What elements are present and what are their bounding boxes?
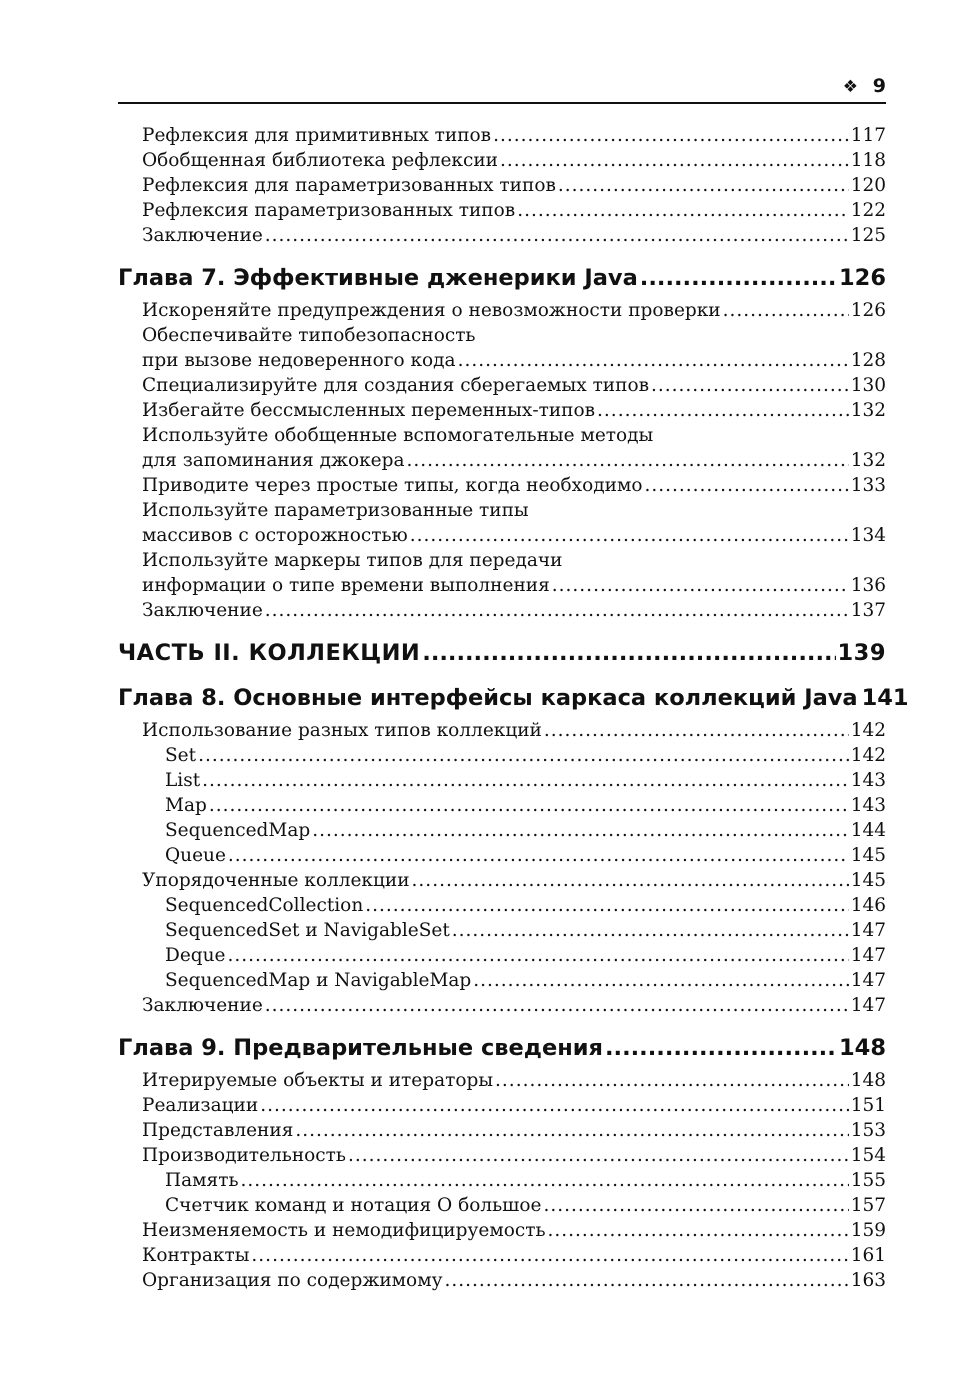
toc-chapter [118,263,886,293]
toc-page-number: 137 [850,600,886,621]
dot-leader [265,993,849,1018]
toc-section [118,1118,886,1143]
dot-leader [493,123,849,148]
dot-leader [228,843,849,868]
toc-page-number: 148 [839,1035,886,1061]
toc-section [118,323,886,348]
toc-page-number: 144 [850,820,886,841]
toc-title: Рефлексия для параметризованных типов [142,175,556,196]
toc-chapter [118,683,909,713]
toc-page-number: 145 [850,870,886,891]
toc-title: SequencedSet и NavigableSet [165,920,450,941]
toc-subsection [118,843,886,868]
toc-section [118,148,886,173]
dot-leader [452,918,849,943]
toc-title: при вызове недоверенного кода [142,350,456,371]
toc-page-number: 148 [850,1070,886,1091]
toc-title: Обобщенная библиотека рефлексии [142,150,499,171]
toc-title: Неизменяемость и немодифицируемость [142,1220,546,1241]
toc-page-number: 142 [850,745,886,766]
dot-leader [473,968,848,993]
toc-title: Использование разных типов коллекций [142,720,542,741]
dot-leader [410,523,849,548]
toc-page-number: 125 [850,225,886,246]
toc-title: Используйте маркеры типов для передачи [142,550,563,571]
toc-title: информации о типе времени выполнения [142,575,550,596]
toc-page-number: 126 [839,265,886,291]
toc-title: для запоминания джокера [142,450,405,471]
toc-section [118,1268,886,1293]
toc-title: SequencedMap [165,820,311,841]
toc-title: Заключение [142,225,263,246]
toc-page-number: 143 [850,770,886,791]
toc-title: Упорядоченные коллекции [142,870,410,891]
toc-title: Map [165,795,207,816]
toc-page-number: 130 [850,375,886,396]
toc-title: SequencedMap и NavigableMap [165,970,472,991]
toc-page-number: 157 [850,1195,886,1216]
toc-section [118,498,886,523]
dot-leader [640,263,837,293]
toc-page-number: 159 [850,1220,886,1241]
toc-page-number: 141 [861,685,909,711]
toc-title: массивов с осторожностью [142,525,408,546]
toc-part [118,638,886,668]
toc-subsection [118,918,886,943]
toc-title: SequencedCollection [165,895,364,916]
toc-page-number: 118 [850,150,886,171]
toc-page-number: 151 [850,1095,886,1116]
toc-title: Глава 8. Основные интерфейсы каркаса коллекций Java [118,685,858,711]
toc-section [118,1068,886,1093]
page-number: 9 [872,75,886,97]
dot-leader [544,718,849,743]
toc-section [118,573,886,598]
toc-section [118,173,886,198]
toc-section [118,473,886,498]
toc-title: Реализации [142,1095,259,1116]
toc-section [118,348,886,373]
toc-section [118,993,886,1018]
dot-leader [543,1193,848,1218]
toc-page-number: 139 [837,640,886,666]
dot-leader [422,638,835,668]
toc-title: Производительность [142,1145,346,1166]
toc-subsection [118,943,886,968]
toc-title: Рефлексия параметризованных типов [142,200,516,221]
toc-section [118,523,886,548]
toc-title: Представления [142,1120,294,1141]
toc-title: Глава 9. Предварительные сведения [118,1035,603,1061]
toc-subsection [118,743,886,768]
toc-title: Set [165,745,197,766]
toc-title: Контракты [142,1245,250,1266]
toc-page-number: 128 [850,350,886,371]
toc-section [118,198,886,223]
toc-page-number: 122 [850,200,886,221]
toc-title: Приводите через простые типы, когда необходимо [142,475,643,496]
toc-page-number: 147 [850,920,886,941]
toc-page-number: 136 [850,575,886,596]
dot-leader [348,1143,849,1168]
dot-leader [558,173,849,198]
dot-leader [605,1033,837,1063]
dot-leader [412,868,849,893]
toc-subsection [118,893,886,918]
dot-leader [202,768,849,793]
toc-title: Организация по содержимому [142,1270,443,1291]
dot-leader [651,373,849,398]
toc-page-number: 117 [850,125,886,146]
toc-page-number: 145 [850,845,886,866]
toc-subsection [118,818,886,843]
ornament-icon: ❖ [842,77,858,97]
dot-leader [723,298,849,323]
dot-leader [295,1118,848,1143]
dot-leader [597,398,849,423]
dot-leader [552,573,849,598]
dot-leader [548,1218,849,1243]
toc-title: Избегайте бессмысленных переменных-типов [142,400,596,421]
toc-title: Заключение [142,995,263,1016]
dot-leader [645,473,849,498]
toc-title: Счетчик команд и нотация O большое [165,1195,542,1216]
toc-page-number: 154 [850,1145,886,1166]
dot-leader [407,448,849,473]
dot-leader [209,793,849,818]
toc-section [118,298,886,323]
dot-leader [251,1243,848,1268]
dot-leader [198,743,849,768]
toc-page-number: 147 [850,945,886,966]
toc-subsection [118,1193,886,1218]
toc-title: Специализируйте для создания сберегаемых типов [142,375,650,396]
page-header [118,74,886,104]
dot-leader [241,1168,849,1193]
dot-leader [517,198,849,223]
toc-page-number: 132 [850,400,886,421]
toc-page-number: 143 [850,795,886,816]
dot-leader [365,893,848,918]
toc-section [118,548,886,573]
toc-section [118,718,886,743]
toc-page-number: 161 [850,1245,886,1266]
toc-subsection [118,768,886,793]
toc-subsection [118,968,886,993]
toc-title: Искореняйте предупреждения о невозможности проверки [142,300,721,321]
toc-title: Deque [165,945,226,966]
dot-leader [265,598,849,623]
dot-leader [260,1093,849,1118]
toc-section [118,1093,886,1118]
toc-chapter [118,1033,886,1063]
dot-leader [495,1068,849,1093]
toc-section [118,123,886,148]
toc-title: Итерируемые объекты и итераторы [142,1070,494,1091]
dot-leader [500,148,849,173]
dot-leader [228,943,849,968]
toc-page-number: 147 [850,970,886,991]
toc-page-number: 142 [850,720,886,741]
toc-section [118,398,886,423]
toc-section [118,448,886,473]
toc-page-number: 132 [850,450,886,471]
toc-section [118,223,886,248]
toc-title: Используйте обобщенные вспомогательные методы [142,425,654,446]
toc-page-number: 133 [850,475,886,496]
dot-leader [458,348,849,373]
dot-leader [265,223,849,248]
toc-page-number: 120 [850,175,886,196]
toc-section [118,868,886,893]
toc-section [118,1143,886,1168]
toc-title: Глава 7. Эффективные дженерики Java [118,265,638,291]
toc-section [118,598,886,623]
dot-leader [444,1268,848,1293]
toc-page-number: 134 [850,525,886,546]
toc-title: Заключение [142,600,263,621]
toc-title: Рефлексия для примитивных типов [142,125,492,146]
toc-section [118,1243,886,1268]
toc-page-number: 153 [850,1120,886,1141]
toc-title: List [165,770,201,791]
toc-subsection [118,793,886,818]
toc-title: Queue [165,845,226,866]
toc-page-number: 155 [850,1170,886,1191]
toc-title: Память [165,1170,239,1191]
toc-title: Используйте параметризованные типы [142,500,529,521]
toc-page-number: 146 [850,895,886,916]
toc-title: Обеспечивайте типобезопасность [142,325,476,346]
toc-page-number: 147 [850,995,886,1016]
toc-title: ЧАСТЬ II. КОЛЛЕКЦИИ [118,640,421,666]
toc-section [118,423,886,448]
dot-leader [312,818,848,843]
toc-page-number: 126 [850,300,886,321]
table-of-contents [118,123,909,1293]
toc-section [118,373,886,398]
toc-page-number: 163 [850,1270,886,1291]
toc-section [118,1218,886,1243]
toc-subsection [118,1168,886,1193]
